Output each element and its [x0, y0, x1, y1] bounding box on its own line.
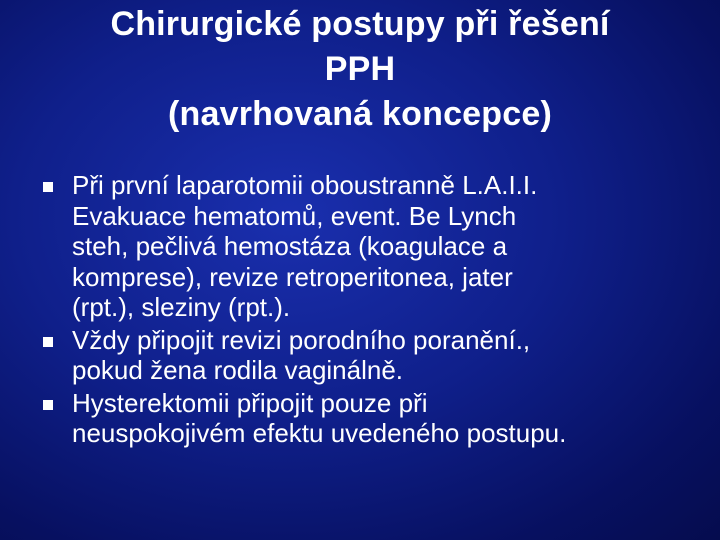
bullet-list: [43, 170, 693, 451]
bullet-item: [43, 325, 693, 386]
bullet-text-line: Evakuace hematomů, event. Be Lynch: [72, 200, 517, 231]
square-bullet-icon: [43, 337, 53, 347]
title-line: Chirurgické postupy při řešení: [110, 5, 610, 43]
bullet-text-line: neuspokojivém efektu uvedeného postupu.: [72, 418, 567, 448]
bullet-item: [43, 170, 693, 323]
bullet-text-line: pokud žena rodila vaginálně.: [72, 355, 404, 385]
bullet-text-line: (rpt.), sleziny (rpt.).: [72, 292, 291, 322]
title-line: PPH: [324, 50, 396, 88]
bullet-item: [43, 388, 693, 449]
bullet-text-line: steh, pečlivá hemostáza (koagulace a: [72, 231, 508, 261]
bullet-text-line: Vždy připojit revizi porodního poranění.,: [72, 324, 531, 355]
square-bullet-icon: [43, 400, 53, 410]
bullet-text-line: komprese), revize retroperitonea, jater: [72, 261, 513, 292]
title-line: (navrhovaná koncepce): [168, 95, 552, 133]
bullet-text-line: Hysterektomii připojit pouze při: [72, 387, 428, 418]
square-bullet-icon: [43, 182, 53, 192]
bullet-text-line: Při první laparotomii oboustranně L.A.I.I.: [72, 170, 538, 200]
slide-title: [40, 2, 680, 137]
